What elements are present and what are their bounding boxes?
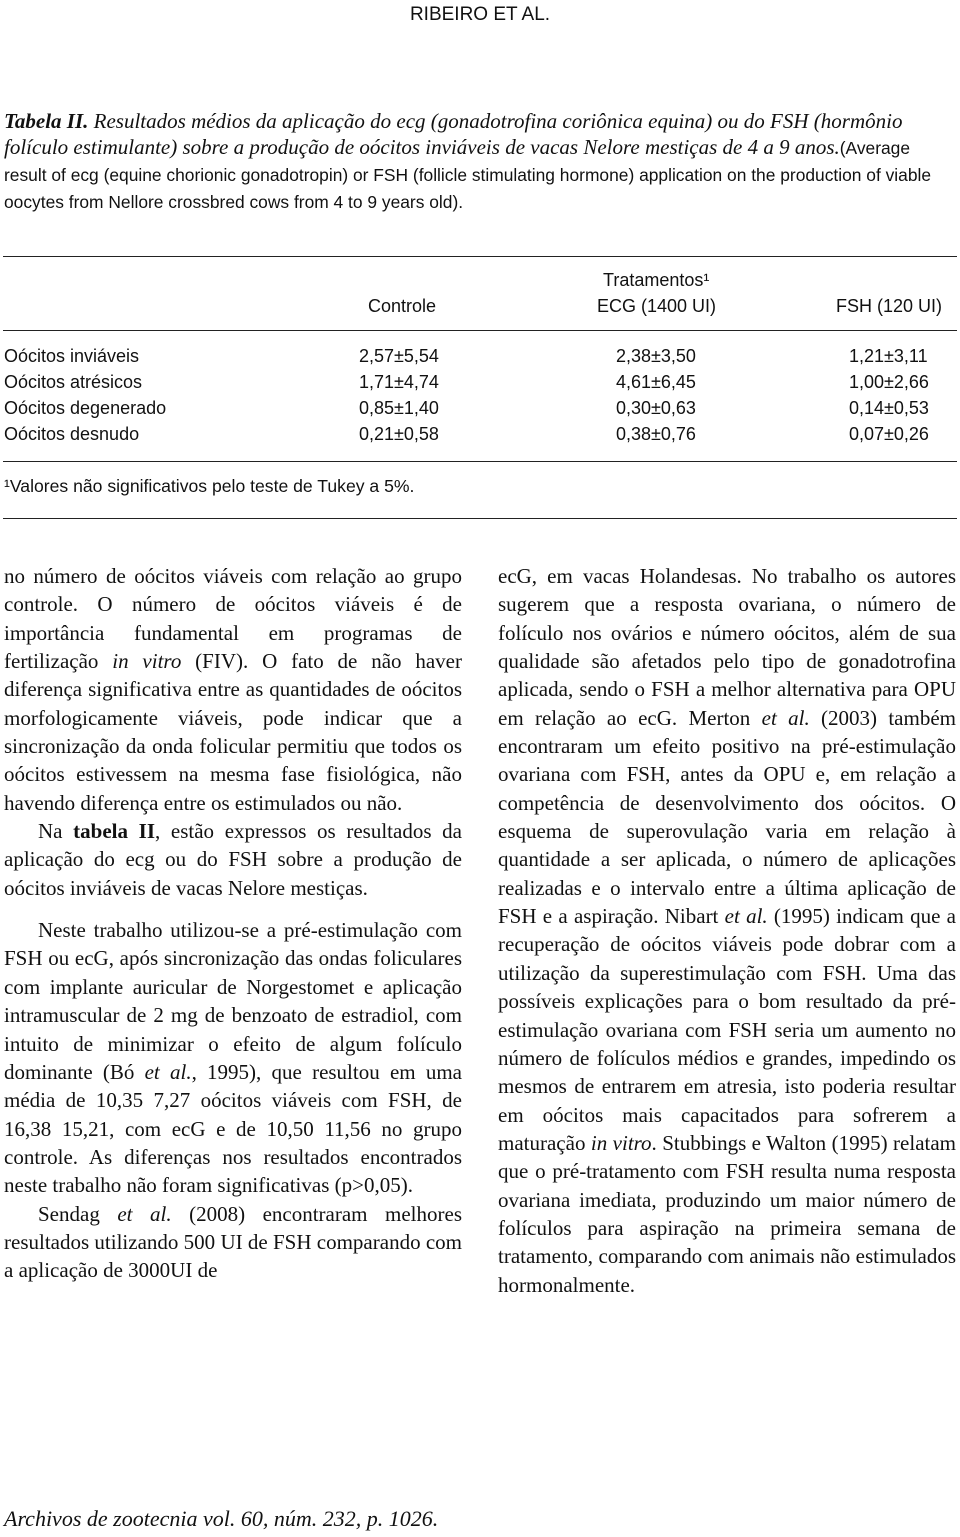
table-footnote: ¹Valores não significativos pelo teste de Tukey a 5%. (4, 476, 415, 496)
table-row (4, 424, 956, 450)
table-row (4, 346, 956, 372)
cell-ecg: 0,30±0,63 (616, 398, 696, 418)
table-body-rule (3, 461, 957, 462)
paragraph: Neste trabalho utilizou-se a pré-estimulação com FSH ou ecG, após sincronização das ondas foliculares com implante auricular de Norgestomet e aplicação intramuscular de 2 mg de benzoato de estradiol, com intuito de minimizar o efeito de algum folículo dominante (Bó et al., 1995), que resultou em uma média de 10,35 7,27 oócitos viáveis com FSH, de 16,38 15,21, com ecG e de 10,50 11,56 no grupo controle. As diferenças nos resultados encontrados neste trabalho não foram significativas (p>0,05). (4, 918, 462, 1198)
table-label: Tabela II. (4, 109, 89, 133)
paragraph: Sendag et al. (2008) encontraram melhores resultados utilizando 500 UI de FSH comparando com a aplicação de 3000UI de (4, 1201, 462, 1283)
column-header-fsh: FSH (120 UI) (836, 296, 943, 316)
column-header-ecg: ECG (1400 UI) (597, 296, 717, 316)
cell-fsh: 0,14±0,53 (849, 398, 929, 418)
caption-english: (Average result of ecg (equine chorionic gonadotropin) or FSH (follicle stimulating hormone) application on the production of viable oocytes from Nellore crossbred cows from 4 to 9 years old). (4, 138, 932, 212)
table-header-rule (3, 330, 957, 331)
cell-fsh: 1,21±3,11 (849, 346, 928, 366)
journal-citation-footer: Archivos de zootecnia vol. 60, núm. 232, p. 1026. (4, 1506, 439, 1531)
table-bottom-rule (3, 518, 957, 519)
table-top-rule (3, 256, 957, 257)
table-row (4, 398, 956, 424)
cell-fsh: 0,07±0,26 (849, 424, 929, 444)
row-label: Oócitos inviáveis (4, 346, 140, 366)
paragraph: ecG, em vacas Holandesas. No trabalho os autores sugerem que a resposta ovariana, o número de folículo nos ovários e número oócitos, além de sua qualidade são afetados pelo tipo de gonadotrofina aplicada, sendo o FSH a melhor alternativa para OPU em relação ao ecG. Merton et al. (2003) também encontraram um efeito positivo na pré-estimulação ovariana com FSH, antes da OPU e, em relação a competência de desenvolvimento dos oócitos. O esquema de superovulação varia em relação à quantidade a ser aplicada, o número de aplicações realizadas e o intervalo entre a última aplicação de FSH e a aspiração. Nibart et al. (1995) indicam que a recuperação de oócitos viáveis pode dobrar com a utilização da superestimulação com FSH. Uma das possíveis explicações para o bom resultado da pré-estimulação ovariana com FSH seria um aumento no número de folículos médios e grandes, impedindo os mesmos de entrarem em atresia, isto poderia resultar em oócitos mais capacitados para sofrerem a maturação in vitro. Stubbings e Walton (1995) relatam que o pré-tratamento com FSH resulta numa resposta ovariana imediata, produzindo um maior número de folículos para aspiração na primeira semana de tratamento, comparando com animais não estimulados hormonalmente. (498, 564, 956, 1297)
cell-ecg: 4,61±6,45 (616, 372, 696, 392)
row-label: Oócitos desnudo (4, 424, 140, 444)
paragraph: no número de oócitos viáveis com relação ao grupo controle. O número de oócitos viáveis é de importância fundamental em programas de fertilização in vitro (FIV). O fato de não haver diferença significativa entre as quantidades de oócitos morfologicamente viáveis, pode indicar que a sincronização da onda folicular permitiu que todos os oócitos estivessem na mesma fase fisiológica, não havendo diferença entre os estimulados ou não. (4, 564, 462, 815)
cell-ecg: 0,38±0,76 (616, 424, 696, 444)
table-row (4, 372, 956, 398)
left-column (4, 562, 462, 1285)
cell-controle: 2,57±5,54 (359, 346, 439, 366)
cell-controle: 0,21±0,58 (359, 424, 439, 444)
row-label: Oócitos atrésicos (4, 372, 143, 392)
table-caption (4, 108, 956, 215)
paragraph: Na tabela II, estão expressos os resultados da aplicação do ecg ou do FSH sobre a produção de oócitos inviáveis de vacas Nelore mestiças. (4, 819, 462, 900)
cell-ecg: 2,38±3,50 (616, 346, 696, 366)
caption-portuguese: Resultados médios da aplicação do ecg (gonadotrofina coriônica equina) ou do FSH (hormônio folículo estimulante) sobre a produção de oócitos inviáveis de vacas Nelore mestiças de 4 a 9 anos. (4, 109, 903, 159)
cell-controle: 1,71±4,74 (359, 372, 439, 392)
running-header: RIBEIRO ET AL. (409, 4, 551, 25)
cell-fsh: 1,00±2,66 (849, 372, 929, 392)
treatments-group-header: Tratamentos¹ (603, 270, 710, 290)
column-header-controle: Controle (368, 296, 437, 316)
cell-controle: 0,85±1,40 (359, 398, 439, 418)
row-label: Oócitos degenerado (4, 398, 167, 418)
right-column (498, 562, 956, 1299)
table-reference: tabela II (73, 819, 155, 844)
